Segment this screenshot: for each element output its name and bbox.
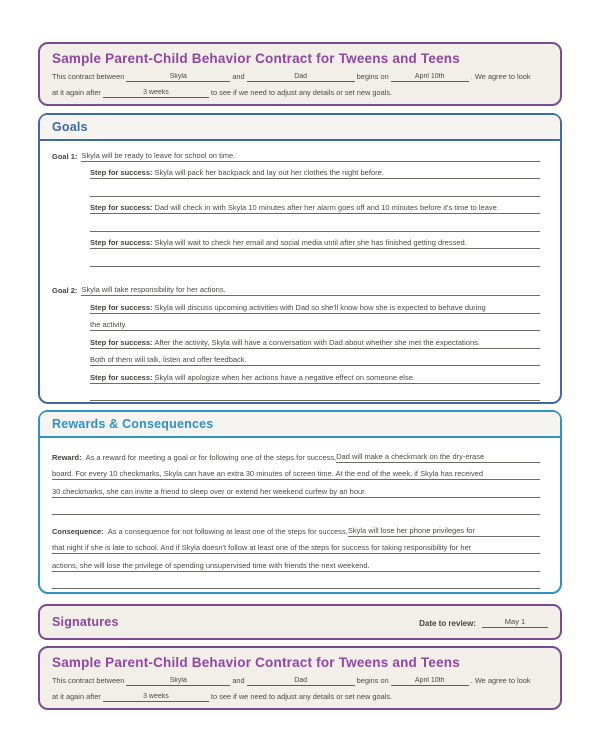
reward-line2-row [52,463,540,481]
consequence-line2-row [52,537,540,555]
reward-line3: 30 checkmarks, she can invite a friend to sleep over or extend her weekend curfew by an hour. [52,487,540,498]
line2-post-text: to see if we need to adjust any details or set new goals. [210,88,393,97]
goal1-step1-line [90,168,540,179]
goal2-step3-text: Skyla will apologize when her actions have a negative effect on someone else. [154,372,415,382]
contract-fill-line-1 [52,676,548,686]
contract-fill-line-2 [52,88,548,98]
goal2-row [52,279,540,297]
reward-line2: board. For every 10 checkmarks, Skyla can have an extra 30 minutes of screen time. At the end of the week, if Skyla has received [52,469,540,480]
date-to-review-label: Date to review: [419,618,476,628]
blank-line [90,179,540,197]
reward-line3-row [52,480,540,498]
goal1-row [52,144,540,162]
signatures-section [38,604,562,640]
blank-line [90,384,540,402]
goal1-step2-line [90,203,540,214]
goal1-step1-text: Skyla will pack her backpack and lay out her clothes the night before. [154,168,384,177]
goal1-step3-row [90,232,540,250]
contract-header-box-repeat [38,646,562,710]
goal2-step2-row [90,331,540,349]
goal2-step2-cont-line: Both of them will talk, listen and offer feedback. [90,355,540,366]
goal2-step1-text: Skyla will discuss upcoming activities with Dad so she'll know how she is expected to behave during [154,302,486,312]
goals-content [40,141,560,401]
blank-line [90,214,540,232]
goal2-step1-row [90,296,540,314]
goal2-step2-line [90,338,540,349]
goal2-step1-cont-line: the activity. [90,320,540,331]
step-label: Step for success: [90,302,153,312]
line1-post-text: . We agree to look [470,72,531,81]
contract-fill-line-1 [52,72,548,82]
rewards-consequences-section [38,410,562,594]
goal1-step2-text: Dad will check in with Skyla 10 minutes after her alarm goes off and 10 minutes before it's time to leave. [154,203,499,212]
reward-pre-text: As a reward for meeting a goal or for following one of the steps for success, [85,452,337,462]
contract-title: Sample Parent-Child Behavior Contract for Tweens and Teens [52,655,460,670]
consequence-line3-row [52,554,540,572]
goal2-text-line: Skyla will take responsibility for her actions. [81,285,540,296]
contract-fill-line-2 [52,692,548,702]
step-label: Step for success: [90,203,153,212]
and-label: and [232,72,245,81]
line2-pre-text: at it again after [52,692,101,701]
begins-on-label: begins on [356,72,389,81]
consequence-fill-line: Skyla will lose her phone privileges for [348,526,540,537]
signatures-heading: Signatures [52,615,119,629]
consequence-line1-row [52,519,540,537]
review-date-blank: May 1 [482,617,548,628]
reward-fill-line: Dad will make a checkmark on the dry-erase [336,452,540,463]
goal2-step3-line [90,373,540,384]
goal1-text-line: Skyla will be ready to leave for school on time. [81,151,540,162]
consequence-line3: actions, she will lose the privilege of spending unsupervised time with friends the next weekend. [52,561,540,572]
begin-date-blank: April 10th [391,73,469,82]
goal2-step2-cont-row [90,349,540,367]
goals-section [38,113,562,404]
goal1-label: Goal 1: [52,151,78,161]
child-name-blank: Skyla [126,677,230,686]
goal1-step2-row [90,197,540,215]
line1-pre-text: This contract between [52,72,125,81]
goal2-step1-cont-row [90,314,540,332]
goal2-step3-row [90,366,540,384]
goals-heading-band [40,115,560,141]
reward-line1-row [52,445,540,463]
step-label: Step for success: [90,168,153,177]
goal1-step3-text: Skyla will wait to check her email and social media until after she has finished getting dressed. [154,238,467,247]
blank-line [52,498,540,516]
begin-date-blank: April 10th [391,677,469,686]
goal1-step3-line [90,238,540,249]
date-to-review-group [419,617,548,628]
parent-name-blank: Dad [247,677,355,686]
step-label: Step for success: [90,238,153,247]
goals-heading: Goals [52,120,88,134]
and-label: and [232,676,245,685]
child-name-blank: Skyla [126,73,230,82]
blank-line [52,572,540,590]
rewards-heading-band [40,412,560,438]
parent-name-blank: Dad [247,73,355,82]
blank-line [90,249,540,267]
goal2-label: Goal 2: [52,286,78,295]
reward-label: Reward: [52,452,82,462]
begins-on-label: begins on [356,676,389,685]
line2-post-text: to see if we need to adjust any details or set new goals. [210,692,393,701]
line1-pre-text: This contract between [52,676,125,685]
rewards-heading: Rewards & Consequences [52,417,214,431]
line2-pre-text: at it again after [52,88,101,97]
consequence-pre-text: As a consequence for not following at least one of the steps for success, [107,526,348,536]
review-period-blank: 3 weeks [103,693,209,702]
rewards-content [40,438,560,589]
step-label: Step for success: [90,337,153,347]
review-period-blank: 3 weeks [103,89,209,98]
goal1-step1-row [90,162,540,180]
goal2-step1-line [90,303,540,314]
contract-header-box [38,42,562,106]
consequence-label: Consequence: [52,526,104,536]
contract-title: Sample Parent-Child Behavior Contract for Tweens and Teens [52,51,460,66]
goal2-step2-text: After the activity, Skyla will have a conversation with Dad about whether she met the expectations. [154,337,480,347]
line1-post-text: . We agree to look [470,676,531,685]
consequence-line2: that night if she is late to school. And if Skyla doesn't follow at least one of the steps for success for taking responsibility for her [52,543,540,554]
step-label: Step for success: [90,372,153,382]
